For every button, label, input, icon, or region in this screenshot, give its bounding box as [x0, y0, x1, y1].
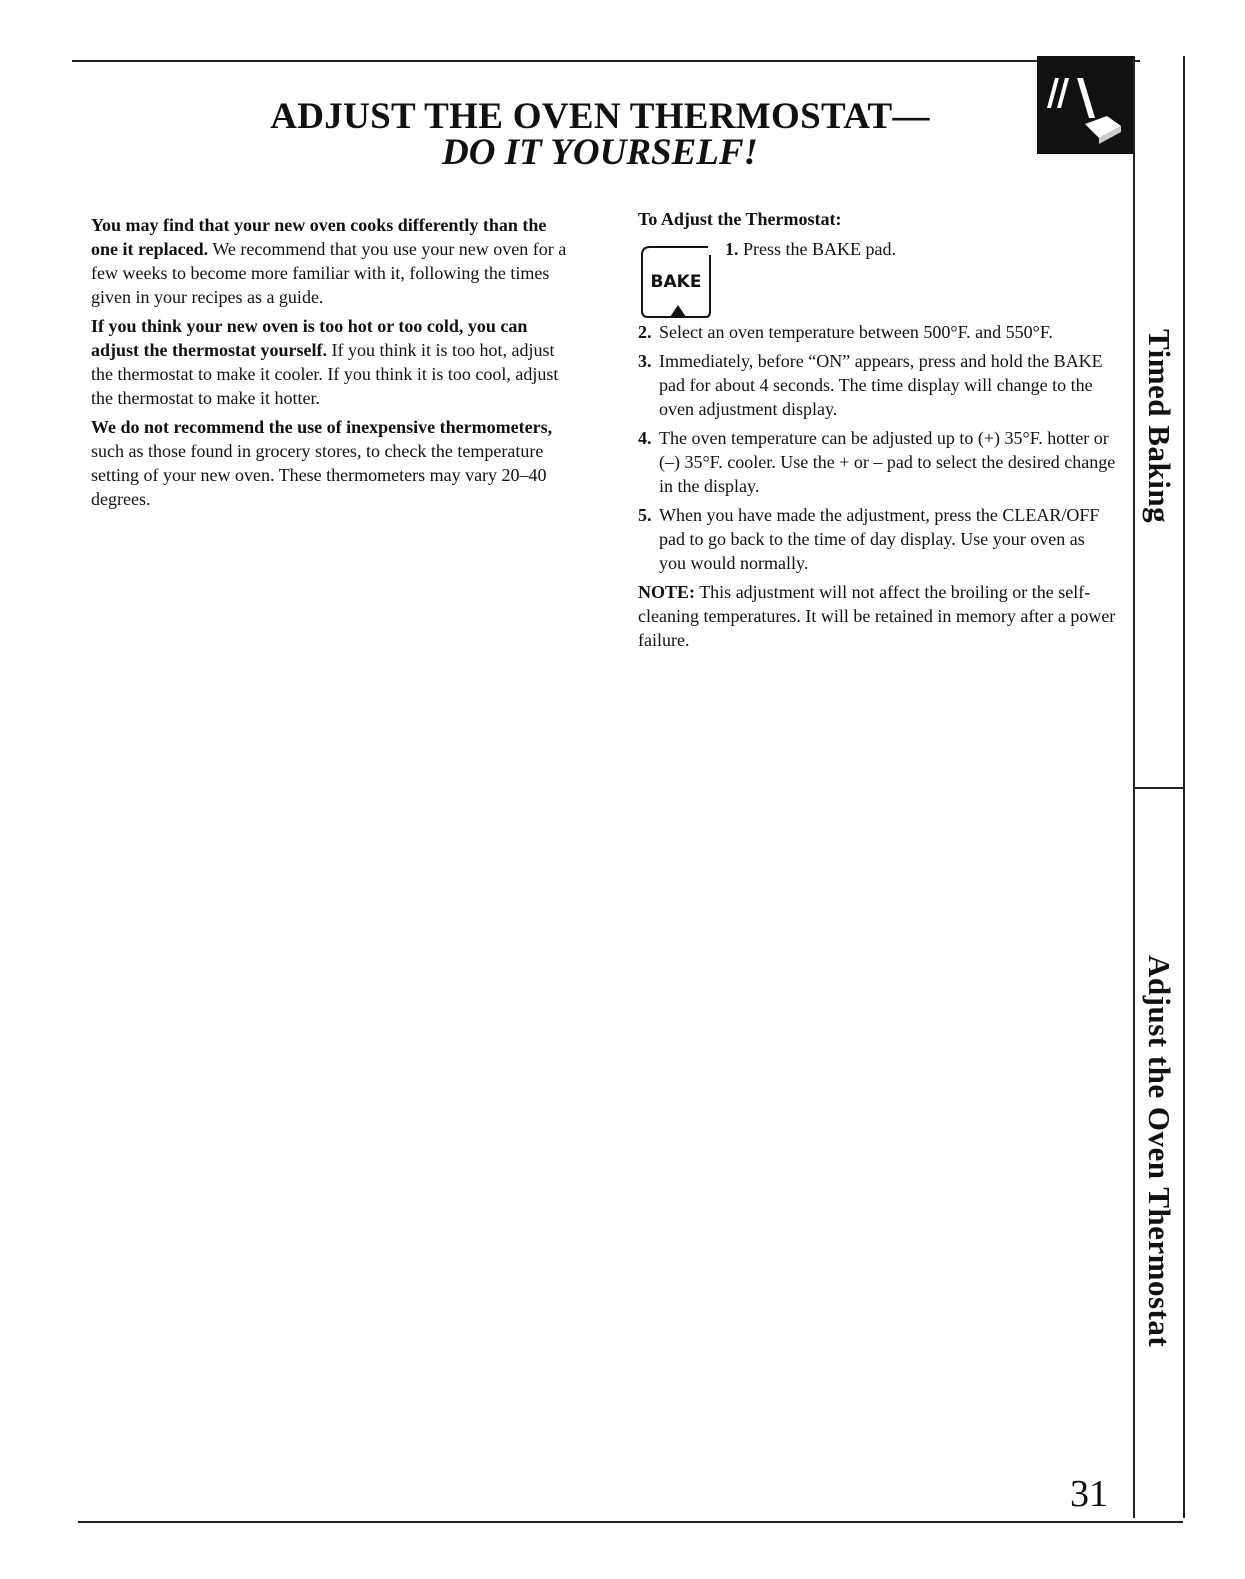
intro-text-3: such as those found in grocery stores, to check the temperature setting of your new oven. These thermometers may vary 20–40 degrees.: [91, 441, 547, 509]
step-text: When you have made the adjustment, press the CLEAR/OFF pad to go back to the time of day display. Use your oven as you would normally.: [659, 505, 1100, 573]
intro-paragraph-3: [91, 415, 571, 511]
page-number: 31: [1070, 1473, 1108, 1515]
intro-lead-1: You may find that your new oven cooks differently than the one it replaced.: [91, 215, 547, 259]
step-text: Press the BAKE pad.: [743, 239, 896, 259]
page-title: ADJUST THE OVEN THERMOSTAT—: [270, 96, 930, 137]
side-tab-adjust-thermostat: [1135, 916, 1183, 1386]
intro-paragraph-1: [91, 213, 571, 309]
bottom-rule: [78, 1521, 1183, 1523]
bake-pad-label: BAKE: [650, 272, 702, 292]
step-5: [638, 503, 1116, 575]
section-logo-icon: [1037, 56, 1135, 154]
step-3: [638, 349, 1116, 421]
intro-lead-3: We do not recommend the use of inexpensive thermometers,: [91, 417, 553, 437]
instructions-heading: To Adjust the Thermostat:: [638, 209, 842, 229]
page-subtitle: DO IT YOURSELF!: [442, 132, 758, 173]
side-tab-label: Timed Baking: [1142, 328, 1177, 524]
step-number: 5.: [638, 505, 652, 525]
step-number: 2.: [638, 322, 652, 342]
step-text: Immediately, before “ON” appears, press and hold the BAKE pad for about 4 seconds. The time display will change to the oven adjustment display.: [659, 351, 1103, 419]
intro-lead-2: If you think your new oven is too hot or too cold, you can adjust the thermostat yourself.: [91, 316, 528, 360]
instructions-heading-wrap: [638, 207, 1116, 231]
intro-column: [91, 213, 571, 516]
intro-text-1: We recommend that you use your new oven for a few weeks to become more familiar with it, following the times given in your recipes as a guide.: [91, 239, 567, 307]
step-number: 3.: [638, 351, 652, 371]
step-4: [638, 426, 1116, 498]
side-tab-column: [1133, 56, 1185, 1518]
step-text: Select an oven temperature between 500°F. and 550°F.: [659, 322, 1053, 342]
top-rule: [72, 60, 1140, 62]
side-tab-separator: [1133, 787, 1185, 789]
bake-pad-icon: [640, 245, 712, 321]
step-number: 1.: [725, 239, 739, 259]
steps-list: [638, 320, 1116, 652]
side-tab-label: Adjust the Oven Thermostat: [1142, 954, 1177, 1348]
step-number: 4.: [638, 428, 652, 448]
step-2: [638, 320, 1116, 344]
intro-text-2: If you think it is too hot, adjust the thermostat to make it cooler. If you think it is too cool, adjust the thermostat to make it hotter.: [91, 340, 559, 408]
note-label: NOTE:: [638, 582, 696, 602]
note-text: This adjustment will not affect the broiling or the self-cleaning temperatures. It will be retained in memory after a power failure.: [638, 582, 1116, 650]
step-1: [725, 239, 896, 260]
note: [638, 580, 1116, 652]
side-tab-timed-baking: [1135, 256, 1183, 596]
step-text: The oven temperature can be adjusted up to (+) 35°F. hotter or (–) 35°F. cooler. Use the + or – pad to select the desired change in the display.: [659, 428, 1116, 496]
intro-paragraph-2: [91, 314, 571, 410]
